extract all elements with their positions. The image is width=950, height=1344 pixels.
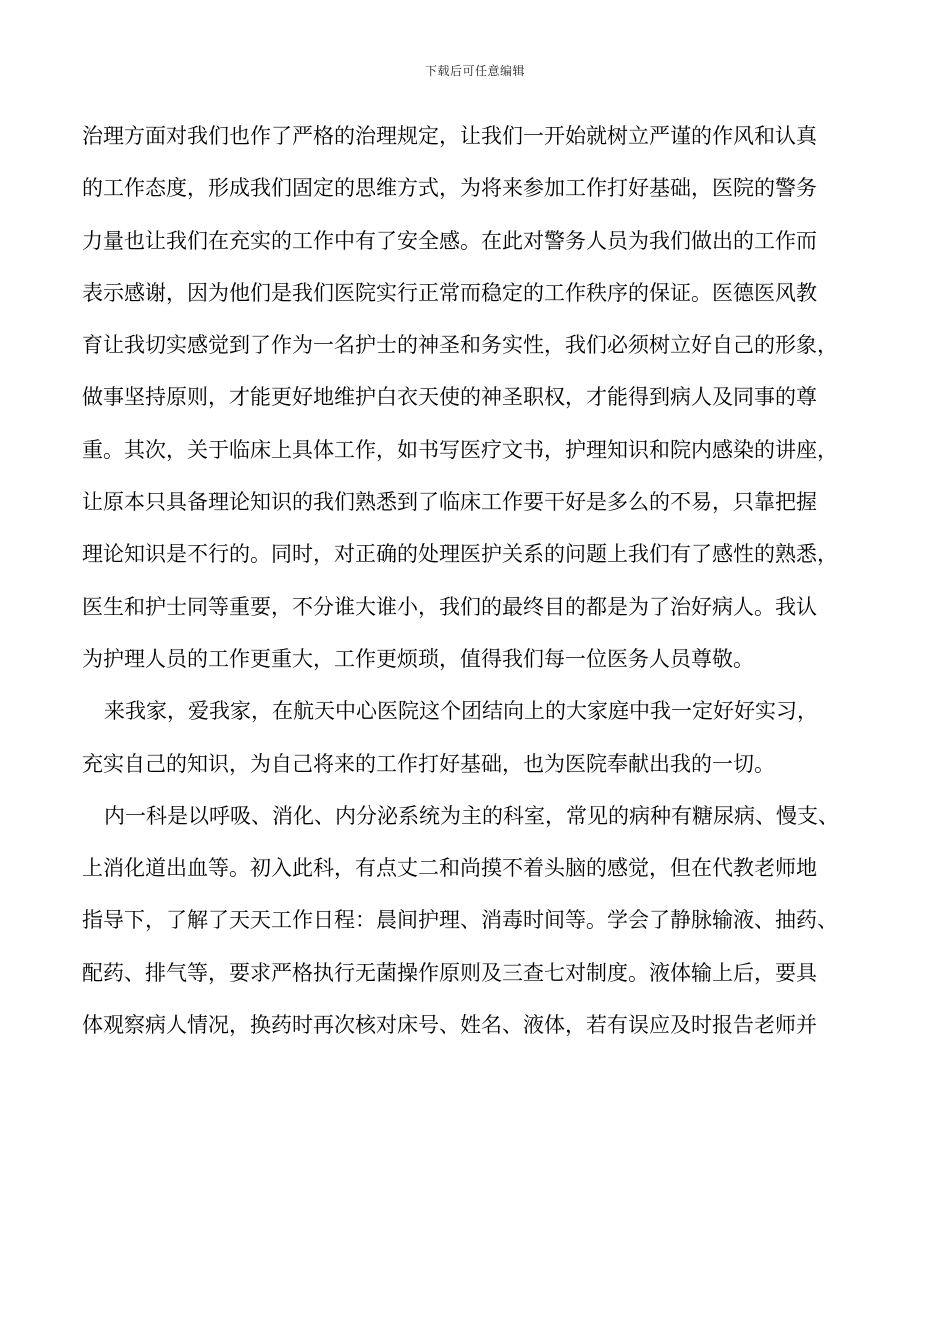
text-line: 让原本只具备理论知识的我们熟悉到了临床工作要干好是多么的不易，只靠把握: [82, 490, 817, 515]
text-line: 重。其次，关于临床上具体工作，如书写医疗文书，护理知识和院内感染的讲座，: [82, 437, 838, 462]
text-line: 治理方面对我们也作了严格的治理规定，让我们一开始就树立严谨的作风和认真: [82, 124, 817, 148]
text-line: 力量也让我们在充实的工作中有了安全感。在此对警务人员为我们做出的工作而: [82, 228, 817, 253]
paragraph-start-line: 内一科是以呼吸、消化、内分泌系统为主的科室，常见的病种有糖尿病、慢支、: [104, 803, 839, 828]
text-line: 医生和护士同等重要，不分谁大谁小，我们的最终目的都是为了治好病人。我认: [82, 594, 817, 619]
text-line: 指导下，了解了天天工作日程：晨间护理、消毒时间等。学会了静脉输液、抽药、: [82, 908, 838, 933]
text-line: 上消化道出血等。初入此科，有点丈二和尚摸不着头脑的感觉，但在代教老师地: [82, 856, 817, 881]
text-line: 做事坚持原则，才能更好地维护白衣天使的神圣职权，才能得到病人及同事的尊: [82, 385, 817, 410]
text-line: 为护理人员的工作更重大，工作更烦琐，值得我们每一位医务人员尊敬。: [82, 646, 754, 671]
text-line: 理论知识是不行的。同时，对正确的处理医护关系的问题上我们有了感性的熟悉，: [82, 542, 838, 567]
text-line: 体观察病人情况，换药时再次核对床号、姓名、液体，若有误应及时报告老师并: [82, 1013, 817, 1038]
text-line: 育让我切实感觉到了作为一名护士的神圣和务实性，我们必须树立好自己的形象，: [82, 333, 838, 358]
body-text: [82, 116, 882, 1057]
paragraph-start-line: 来我家，爱我家，在航天中心医院这个团结向上的大家庭中我一定好好实习，: [104, 699, 818, 724]
page-header: 下载后可任意编辑: [424, 64, 525, 78]
text-line: 配药、排气等，要求严格执行无菌操作原则及三查七对制度。液体输上后，要具: [82, 960, 817, 985]
text-line: 的工作态度，形成我们固定的思维方式，为将来参加工作打好基础，医院的警务: [82, 176, 817, 201]
text-line: 表示感谢，因为他们是我们医院实行正常而稳定的工作秩序的保证。医德医风教: [82, 280, 817, 305]
text-line: 充实自己的知识，为自己将来的工作打好基础，也为医院奉献出我的一切。: [82, 751, 775, 776]
